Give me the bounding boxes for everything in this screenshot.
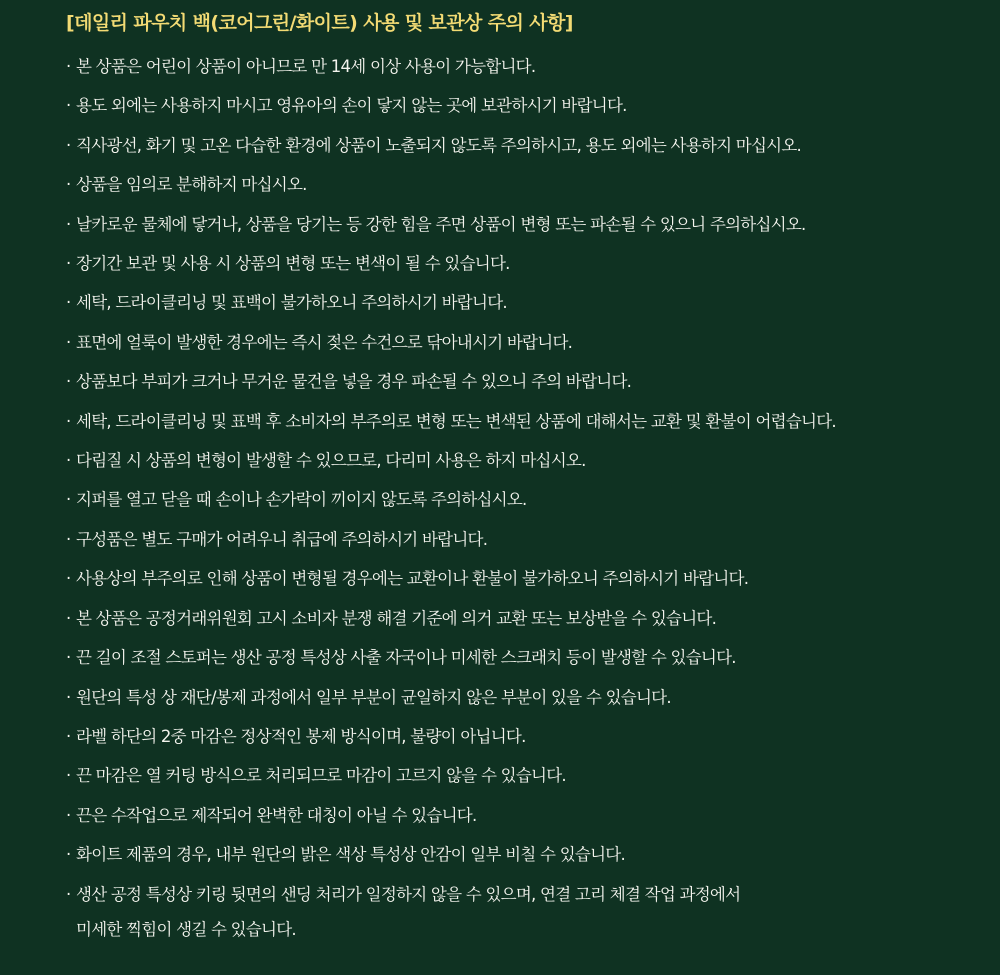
notice-title: [데일리 파우치 백(코어그린/화이트) 사용 및 보관상 주의 사항] xyxy=(66,12,573,34)
bullet: · xyxy=(66,884,71,904)
bullet: · xyxy=(66,254,71,274)
list-item-text: 상품을 임의로 분해하지 마십시오. xyxy=(76,175,307,195)
list-item-text: 화이트 제품의 경우, 내부 원단의 밝은 색상 특성상 안감이 일부 비칠 수 있습니다. xyxy=(76,845,625,865)
list-item xyxy=(66,402,1000,441)
list-item-text: 장기간 보관 및 사용 시 상품의 변형 또는 변색이 될 수 있습니다. xyxy=(76,254,510,274)
list-item xyxy=(66,165,1000,204)
bullet: · xyxy=(66,608,71,628)
list-item xyxy=(66,756,1000,795)
list-item xyxy=(66,480,1000,519)
bullet: · xyxy=(66,293,71,313)
list-item xyxy=(66,323,1000,362)
bullet: · xyxy=(66,726,71,746)
list-item-text: 끈 마감은 열 커팅 방식으로 처리되므로 마감이 고르지 않을 수 있습니다. xyxy=(76,766,566,786)
list-item xyxy=(66,205,1000,244)
list-item xyxy=(66,717,1000,756)
list-item-text: 세탁, 드라이클리닝 및 표백이 불가하오니 주의하시기 바랍니다. xyxy=(76,293,507,313)
bullet: · xyxy=(66,529,71,549)
list-item xyxy=(66,244,1000,283)
list-item-text: 원단의 특성 상 재단/봉제 과정에서 일부 부분이 균일하지 않은 부분이 있을 수 있습니다. xyxy=(76,687,671,707)
list-item-multiline xyxy=(66,875,1000,950)
bullet: · xyxy=(66,135,71,155)
bullet: · xyxy=(66,805,71,825)
list-item xyxy=(66,86,1000,125)
list-item-text: 끈 길이 조절 스토퍼는 생산 공정 특성상 사출 자국이나 미세한 스크래치 등이 발생할 수 있습니다. xyxy=(76,648,736,668)
bullet: · xyxy=(66,569,71,589)
list-item xyxy=(66,835,1000,874)
bullet: · xyxy=(66,332,71,352)
list-item-text: 날카로운 물체에 닿거나, 상품을 당기는 등 강한 힘을 주면 상품이 변형 또는 파손될 수 있으니 주의하십시오. xyxy=(76,214,806,234)
bullet: · xyxy=(66,214,71,234)
list-item xyxy=(66,796,1000,835)
bullet: · xyxy=(66,411,71,431)
list-item xyxy=(66,362,1000,401)
bullet: · xyxy=(66,57,71,76)
list-item-text: 다림질 시 상품의 변형이 발생할 수 있으므로, 다리미 사용은 하지 마십시오. xyxy=(76,451,586,471)
list-item-text: 끈은 수작업으로 제작되어 완벽한 대칭이 아닐 수 있습니다. xyxy=(76,805,477,825)
bullet: · xyxy=(66,490,71,510)
list-item xyxy=(66,126,1000,165)
list-item-text: 직사광선, 화기 및 고온 다습한 환경에 상품이 노출되지 않도록 주의하시고, 용도 외에는 사용하지 마십시오. xyxy=(76,135,802,155)
list-item-text-line2: 미세한 찍힘이 생길 수 있습니다. xyxy=(76,919,296,939)
list-item xyxy=(66,520,1000,559)
notice-list xyxy=(66,47,1000,949)
list-item-text: 세탁, 드라이클리닝 및 표백 후 소비자의 부주의로 변형 또는 변색된 상품에 대해서는 교환 및 환불이 어렵습니다. xyxy=(76,411,836,431)
bullet: · xyxy=(66,845,71,865)
bullet: · xyxy=(66,372,71,392)
list-item xyxy=(66,283,1000,322)
bullet: · xyxy=(66,766,71,786)
list-item-text: 본 상품은 어린이 상품이 아니므로 만 14세 이상 사용이 가능합니다. xyxy=(76,57,536,76)
list-item-text: 표면에 얼룩이 발생한 경우에는 즉시 젖은 수건으로 닦아내시기 바랍니다. xyxy=(76,332,573,352)
list-item xyxy=(66,678,1000,717)
list-item-text: 본 상품은 공정거래위원회 고시 소비자 분쟁 해결 기준에 의거 교환 또는 보상받을 수 있습니다. xyxy=(76,608,717,628)
list-item-text: 사용상의 부주의로 인해 상품이 변형될 경우에는 교환이나 환불이 불가하오니 주의하시기 바랍니다. xyxy=(76,569,749,589)
list-item-text-line1: 생산 공정 특성상 키링 뒷면의 샌딩 처리가 일정하지 않을 수 있으며, 연결 고리 체결 작업 과정에서 xyxy=(76,884,741,904)
list-item-text: 지퍼를 열고 닫을 때 손이나 손가락이 끼이지 않도록 주의하십시오. xyxy=(76,490,527,510)
list-item xyxy=(66,638,1000,677)
list-item xyxy=(66,559,1000,598)
bullet: · xyxy=(66,96,71,116)
bullet: · xyxy=(66,648,71,668)
list-item-text: 구성품은 별도 구매가 어려우니 취급에 주의하시기 바랍니다. xyxy=(76,529,488,549)
list-item-text: 상품보다 부피가 크거나 무거운 물건을 넣을 경우 파손될 수 있으니 주의 바랍니다. xyxy=(76,372,632,392)
bullet: · xyxy=(66,175,71,195)
list-item-text: 용도 외에는 사용하지 마시고 영유아의 손이 닿지 않는 곳에 보관하시기 바랍니다. xyxy=(76,96,627,116)
bullet: · xyxy=(66,687,71,707)
list-item-text: 라벨 하단의 2중 마감은 정상적인 봉제 방식이며, 불량이 아닙니다. xyxy=(76,726,526,746)
bullet: · xyxy=(66,451,71,471)
list-item xyxy=(66,441,1000,480)
list-item xyxy=(66,47,1000,86)
list-item xyxy=(66,599,1000,638)
